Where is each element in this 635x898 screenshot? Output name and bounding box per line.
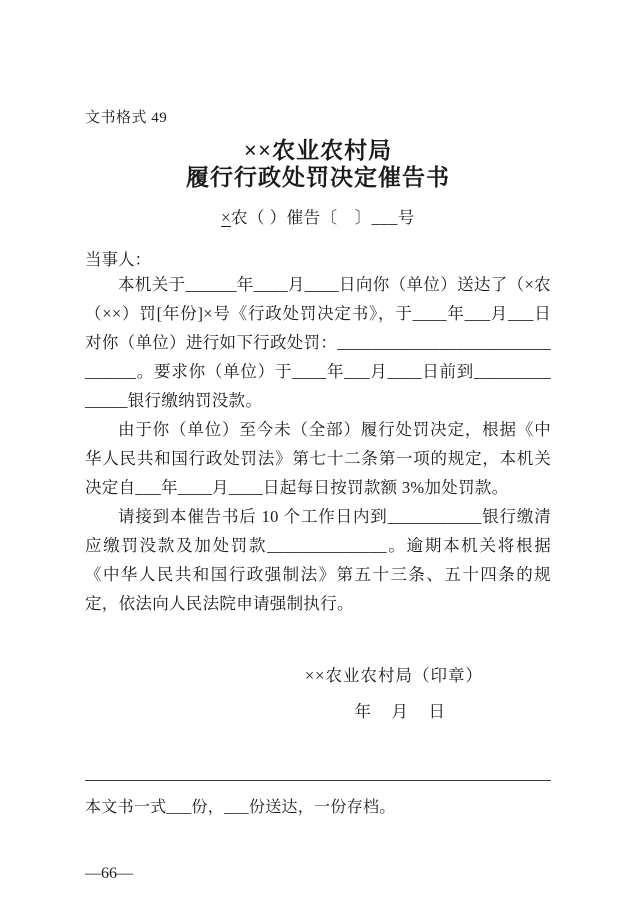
doc-no-suffix: 号 [397, 208, 415, 228]
doc-no-x-placeholder: × [221, 208, 231, 228]
paragraph-payment-demand: 请接到本催告书后 10 个工作日内到___________银行缴清应缴罚没款及加处罚款______________。逾期本机关将根据《中华人民共和国行政强制法》第五十三条、五十四条的规定，依法向人民法院申请强制执行。 [85, 507, 551, 614]
format-label: 文书格式 49 [85, 110, 168, 126]
footer-divider [85, 780, 551, 781]
party-label: 当事人： [85, 250, 151, 270]
doc-no-blank: ___ [371, 208, 398, 228]
date-line: 年 月 日 [354, 702, 447, 722]
paragraph-penalty-basis: 由于你（单位）至今未（全部）履行处罚决定，根据《中华人民共和国行政处罚法》第七十二条第一项的规定，本机关决定自___年____月____日起每日按罚款额 3%加处罚款。 [85, 420, 551, 498]
paragraph-delivery: 本机关于______年____月____日向你（单位）送达了（×农（××）罚[年份]×号《行政处罚决定书》，于____年___月___日对你（单位）进行如下行政处罚：_______________________________。要求你（单位）于____年___月____日前到______________银行缴纳罚没款。 [85, 275, 551, 411]
signature-line: ××农业农村局（印章） [304, 666, 483, 686]
doc-number-line [85, 204, 551, 228]
footer-note: 本文书一式___份，___份送达，一份存档。 [85, 799, 396, 817]
org-title: ××农业农村局 [243, 138, 393, 163]
doc-title: 履行行政处罚决定催告书 [186, 165, 450, 191]
page-number: —66— [85, 865, 133, 883]
doc-no-text: 农（ ）催告〔 〕 [230, 208, 372, 228]
